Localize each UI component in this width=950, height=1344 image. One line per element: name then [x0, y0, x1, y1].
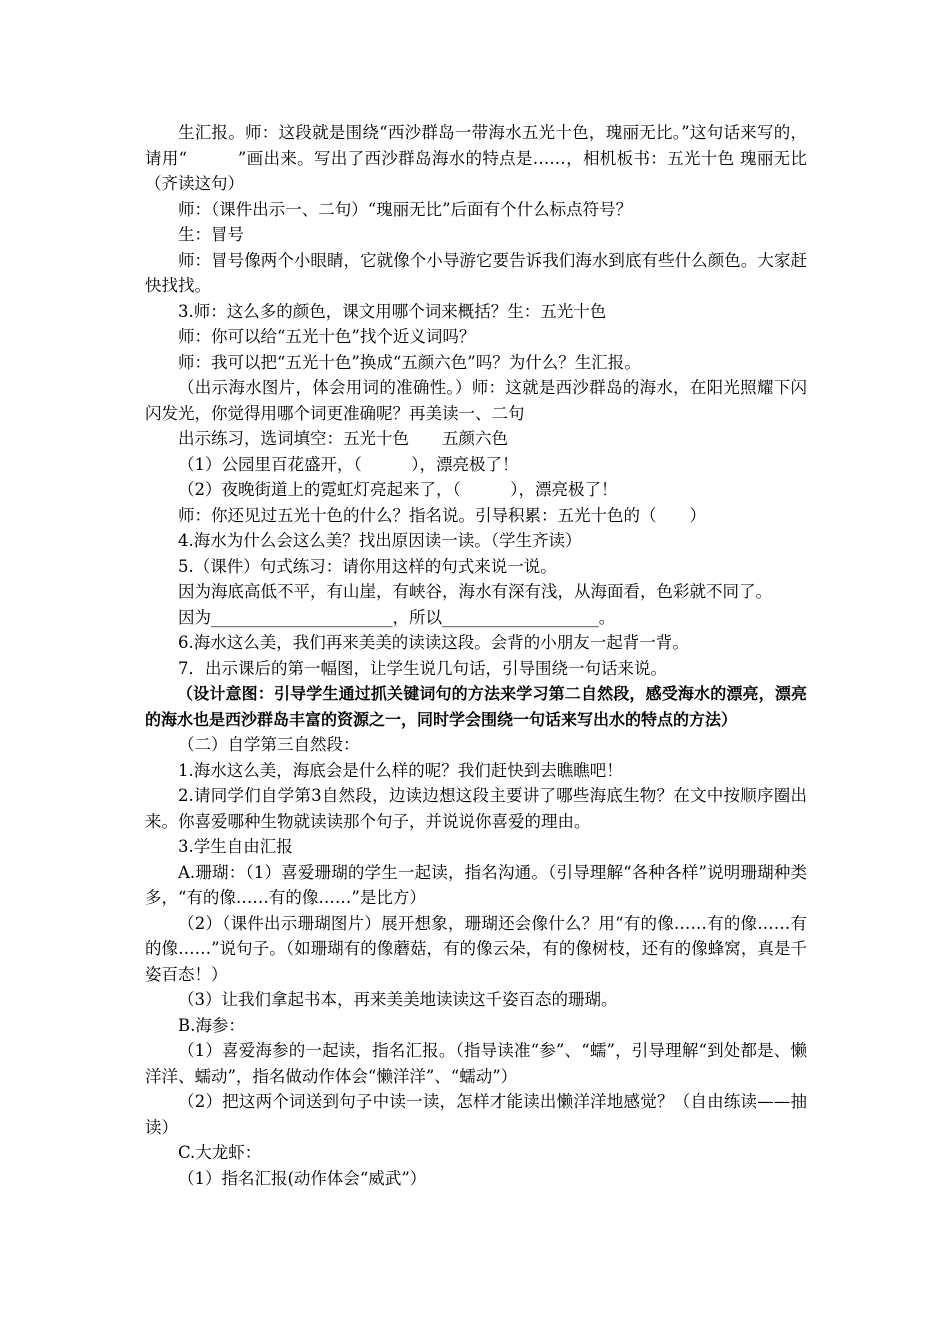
paragraph-28: （1）喜爱海参的一起读，指名汇报。（指导读准“参”、“蠕”，引导理解“到处都是、懒洋洋、蠕动”，指名做动作体会“懒洋洋”、“蠕动”） [145, 1041, 807, 1086]
paragraph-13: 4.海水为什么会这么美？找出原因读一读。（学生齐读） [178, 531, 582, 550]
paragraph-18: 7．出示课后的第一幅图，让学生说几句话，引导围绕一句话来说。 [178, 658, 667, 678]
paragraph-16: 因为______________________，所以___________________。 [178, 607, 616, 627]
paragraph-27: B.海参： [178, 1015, 245, 1035]
paragraph-2: 师：（课件出示一、二句）“瑰丽无比”后面有个什么标点符号？ [178, 199, 633, 219]
paragraph-10: （1）公园里百花盛开，（ ），漂亮极了！ [178, 454, 519, 474]
paragraph-4: 师：冒号像两个小眼睛，它就像个小导游它要告诉我们海水到底有些什么颜色。大家赶快找找。 [145, 250, 807, 295]
paragraph-29: （2）把这两个词送到句子中读一读，怎样才能读出懒洋洋地感觉？（自由练读——抽读） [145, 1092, 807, 1137]
paragraph-7: 师：我可以把“五光十色”换成“五颜六色”吗？为什么？生汇报。 [178, 352, 641, 372]
paragraph-23: 3.学生自由汇报 [178, 837, 293, 856]
paragraph-17: 6.海水这么美，我们再来美美的读读这段。会背的小朋友一起背一背。 [178, 633, 689, 652]
paragraph-11: （2）夜晚街道上的霓虹灯亮起来了，（ ），漂亮极了！ [178, 480, 618, 499]
paragraph-3: 生：冒号 [178, 225, 244, 244]
paragraph-31: （1）指名汇报(动作体会“威武”） [178, 1168, 427, 1188]
document-page [145, 120, 807, 1191]
paragraph-24: A.珊瑚：（1）喜爱珊瑚的学生一起读，指名沟通。（引导理解“各种各样”说明珊瑚种类多，“有的像……有的像……”是比方） [145, 862, 807, 907]
paragraph-21: 1.海水这么美，海底会是什么样的呢？我们赶快到去瞧瞧吧！ [178, 760, 623, 780]
paragraph-20: （二）自学第三自然段： [178, 735, 360, 754]
design-intent-paragraph: （设计意图：引导学生通过抓关键词句的方法来学习第二自然段，感受海水的漂亮，漂亮的海水也是西沙群岛丰富的资源之一，同时学会围绕一句话来写出水的特点的方法） [145, 684, 807, 729]
paragraph-12: 师：你还见过五光十色的什么？指名说。引导积累：五光十色的（ ） [178, 505, 706, 525]
paragraph-15: 因为海底高低不平，有山崖，有峡谷，海水有深有浅，从海面看，色彩就不同了。 [178, 582, 772, 601]
paragraph-14: 5.（课件）句式练习：请你用这样的句式来说一说。 [178, 556, 557, 576]
paragraph-25: （2）（课件出示珊瑚图片）展开想象，珊瑚还会像什么？用“有的像……有的像……有的像……”说句子。（如珊瑚有的像蘑菇，有的像云朵，有的像树枝，还有的像蜂窝，真是千姿百态！） [145, 913, 807, 984]
paragraph-9: 出示练习，选词填空：五光十色 五颜六色 [178, 429, 508, 448]
paragraph-22: 2.请同学们自学第3自然段，边读边想这段主要讲了哪些海底生物？在文中按顺序圈出来。你喜爱哪种生物就读读那个句子，并说说你喜爱的理由。 [145, 786, 807, 831]
paragraph-5: 3.师：这么多的颜色，课文用哪个词来概括？生：五光十色 [178, 301, 607, 321]
paragraph-8: （出示海水图片，体会用词的准确性。）师：这就是西沙群岛的海水，在阳光照耀下闪闪发光，你觉得用哪个词更准确呢？再美读一、二句 [145, 378, 807, 423]
paragraph-26: （3）让我们拿起书本，再来美美地读读这千姿百态的珊瑚。 [178, 990, 618, 1009]
paragraph-6: 师：你可以给“五光十色”找个近义词吗？ [178, 327, 476, 346]
paragraph-1: 生汇报。师：这段就是围绕“西沙群岛一带海水五光十色，瑰丽无比。”这句话来写的，请用“ ”画出来。写出了西沙群岛海水的特点是……，相机板书：五光十色 瑰丽无比（齐读这句） [145, 123, 807, 193]
paragraph-30: C.大龙虾： [178, 1143, 262, 1162]
